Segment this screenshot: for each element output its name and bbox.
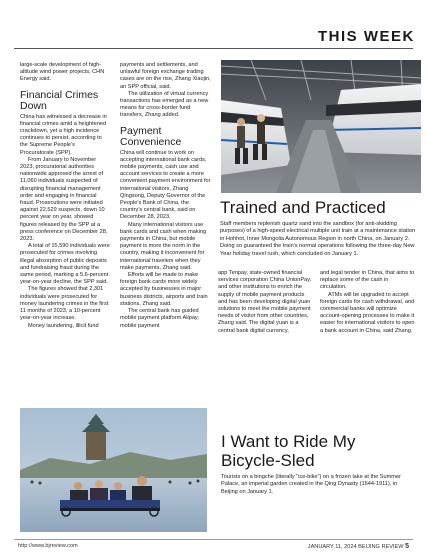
paragraph: payments and settlements, and unlawful foreign exchange trading cases are on the rise, Zhang Xiaojin, an SPP official, said.: [120, 62, 211, 90]
ice-bike-photo-illustration: [20, 408, 207, 532]
article-column-4: [320, 270, 415, 335]
subhead-payment-convenience: Payment Convenience: [120, 124, 182, 148]
paragraph: The central bank has guided mobile payment platform Alipay, mobile payment: [120, 308, 199, 329]
paragraph: A total of 15,590 individuals were prosecuted for crimes involving illegal absorption of public deposits and fundraising fraud during the same period, marking a 5.6-percent year-on-year decline, the SPP said.: [20, 243, 110, 286]
issue-label: JANUARY 11, 2024 BEIJING REVIEW: [307, 544, 404, 550]
train-photo-illustration: [221, 60, 421, 193]
paragraph: From January to November 2023, procuratorial authorities nationwide approved the arrest of 11,060 individuals suspected of disrupting financial management order and engaging in financial fraud. Prosecutions were initiated against 22,529 suspects, down 10 percent year on year, showed figures released by the SPP at a press conference on December 28, 2023.: [20, 156, 108, 243]
paragraph: China will continue to work on accepting international bank cards, mobile payments, cash use and account services to create a more convenient payment environment for international visitors, Zhang Qingsong, Deputy Governor of the People's Bank of China, the country's central bank, said on December 28, 2023.: [120, 149, 211, 221]
article-column-1: [20, 62, 110, 330]
header-rule: [14, 48, 413, 49]
paragraph: The figures showed that 2,301 individuals were prosecuted for money laundering crimes in the first 11 months of 2023, a 10-percent year-on-year increase.: [20, 286, 109, 322]
article-column-2: [120, 62, 212, 330]
paragraph: Many international visitors use bank cards and cash when making payments in China, but mobile payment is more the norm in the country, making it inconvenient for international travelers when they make payments, Zhang said.: [120, 221, 207, 271]
paragraph: Efforts will be made to make foreign bank cards more widely accepted by businesses in major business districts, airports and train stations, Zhang said.: [120, 272, 208, 307]
footer-issue: [308, 543, 409, 550]
section-heading: THIS WEEK: [318, 28, 415, 45]
footer-rule: [14, 539, 413, 540]
ice-bike-photo: [20, 408, 207, 532]
paragraph: and legal tender in China, that aims to replace some of the cash in circulation.: [320, 270, 415, 291]
sled-feature-title: I Want to Ride My Bicycle-Sled: [221, 432, 356, 470]
article-column-3: [218, 270, 313, 335]
paragraph: app Tenpay, state-owned financial services corporation China UnionPay, and other institutions to enrich the supply of mobile payment products and has been developing digital yuan solutions to meet the mobile payment needs of visitor from other countries, Zhang said. The digital yuan is a central bank digital currency,: [218, 270, 312, 334]
train-feature-caption: Staff members replenish quartz sand into the sandbox (for anti-skidding purposes) of a high-speed electrical multiple unit train at a maintenance station in Hohhot, Inner Mongolia Autonomous Region in north China, on January 2. Doing so guaranteed the train's normal operations following the three-day New Year holiday travel rush, which concluded on January 1.: [220, 221, 415, 257]
paragraph: The utilization of virtual currency transactions has emerged as a new means for cross-border fund transfers, Zhang added.: [120, 90, 209, 119]
subhead-financial-crimes: Financial Crimes Down: [20, 88, 99, 112]
train-feature-title: Trained and Practiced: [220, 198, 386, 217]
sled-feature-caption: Tourists on a bingche (literally "ice-bike") on a frozen lake at the Summer Palace, an imperial garden created in the Qing Dynasty (1644-1911), in Beijing on January 1.: [221, 474, 401, 495]
footer-url[interactable]: http://www.bjreview.com: [18, 543, 78, 549]
page-number: 5: [405, 543, 409, 550]
paragraph: China has witnessed a decrease in financial crimes amid a heightened crackdown, yet a high incidence continues to persist, according to the Supreme People's Procuratorate (SPP).: [20, 113, 107, 156]
paragraph: Money laundering, illicit fund: [28, 322, 99, 329]
paragraph: large-scale development of high-altitude wind power projects, CHN Energy said.: [20, 62, 105, 83]
train-maintenance-photo: [221, 60, 421, 193]
paragraph: ATMs will be upgraded to accept foreign cards for cash withdrawal, and commercial banks will optimize account-opening processes to make it easier for international visitors to open a bank account in China, said Zhang.: [320, 291, 415, 334]
